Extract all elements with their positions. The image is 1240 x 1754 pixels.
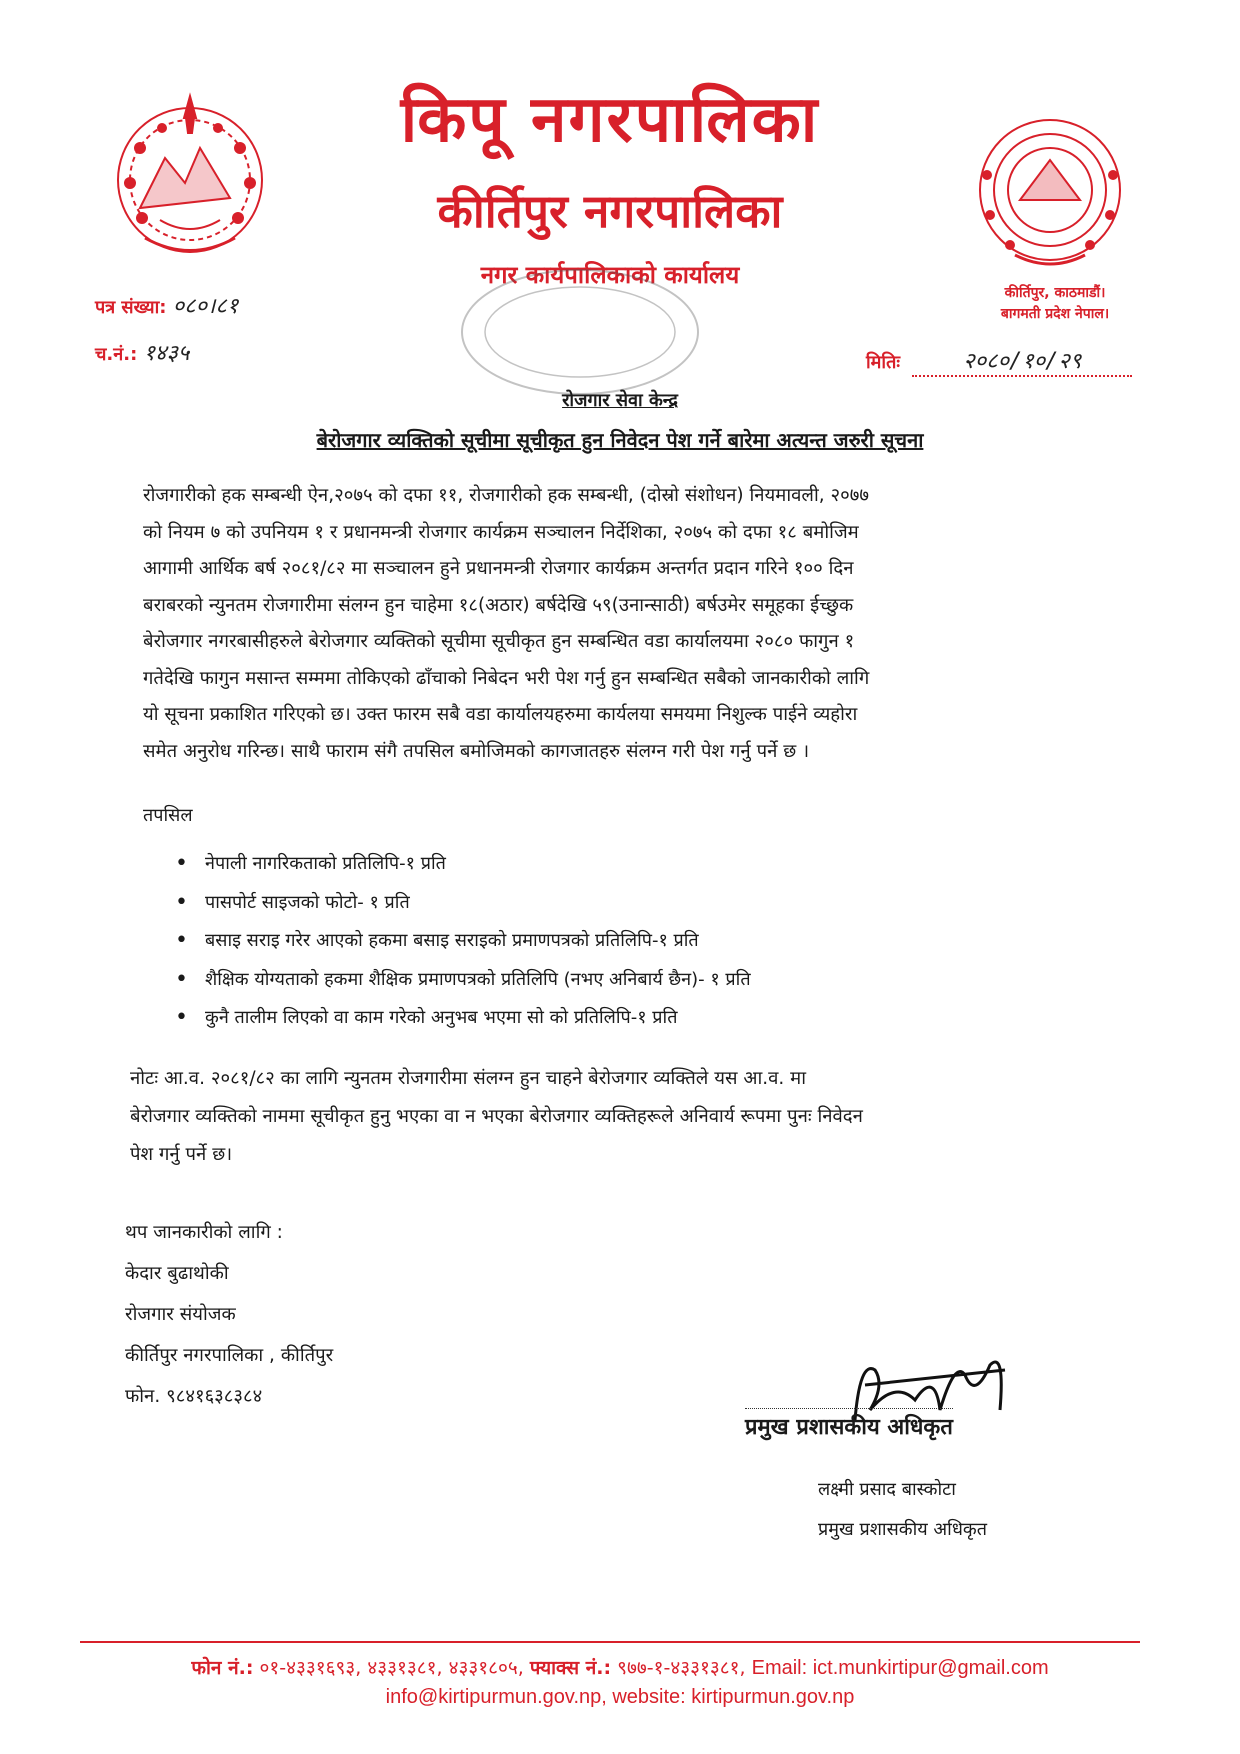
footer-divider — [80, 1641, 1140, 1643]
list-item — [175, 884, 1075, 923]
address-line-2: बागमती प्रदेश नेपाल। — [1000, 306, 1110, 322]
list-item — [175, 922, 1075, 961]
paragraph-line: गतेदेखि फागुन मसान्त सम्ममा तोकिएको ढाँचाको निबेदन भरी पेश गर्नु हुन सम्बन्धित सबैको जानकारीको लागि — [143, 667, 870, 689]
date-value: २०८०/१०/२९ — [963, 349, 1082, 374]
document-text: पासपोर्ट साइजको फोटो- १ प्रति — [205, 891, 410, 913]
bullet-icon: • — [175, 966, 188, 992]
footer-phone-value: ०१-४३३१६९३, ४३३१३८१, ४३३१८०५, — [259, 1657, 524, 1679]
address-line-1: कीर्तिपुर, काठमाडौं। — [1004, 285, 1106, 301]
contact-org: कीर्तिपुर नगरपालिका , कीर्तिपुर — [125, 1345, 334, 1366]
list-item — [175, 845, 1075, 884]
officer-block — [818, 1470, 987, 1550]
footer-website-line[interactable]: info@kirtipurmun.gov.np, website: kirtipurmun.gov.np — [385, 1686, 855, 1708]
note-line: नोटः आ.व. २०८१/८२ का लागि न्युनतम रोजगारीमा संलग्न हुन चाहने बेरोजगार व्यक्तिले यस आ.व. मा — [130, 1068, 807, 1089]
officer-designation: प्रमुख प्रशासकीय अधिकृत — [818, 1519, 987, 1540]
contact-phone: फोन. ९८४१६३८३८४ — [125, 1386, 263, 1407]
office-subtitle: नगर कार्यपालिकाको कार्यालय — [480, 261, 740, 289]
paragraph-line: रोजगारीको हक सम्बन्धी ऐन,२०७५ को दफा ११, रोजगारीको हक सम्बन्धी, (दोस्रो संशोधन) नियमावली, २०७७ — [143, 485, 869, 506]
paragraph-line: बराबरको न्युनतम रोजगारीमा संलग्न हुन चाहेमा १८(अठार) बर्षदेखि ५९(उनान्साठी) बर्षउमेर समूहका ईच्छुक — [143, 594, 854, 616]
date-label: मितिः — [866, 352, 900, 373]
paragraph-line: को नियम ७ को उपनियम १ र प्रधानमन्त्री रोजगार कार्यक्रम सञ्चालन निर्देशिका, २०७५ को दफा १८ बमोजिम — [143, 521, 859, 543]
footer-contact-line — [0, 1654, 1240, 1680]
bullet-icon: • — [175, 851, 188, 876]
paragraph-line: यो सूचना प्रकाशित गरिएको छ। उक्त फारम सबै वडा कार्यालयहरुमा कार्यलया समयमा निशुल्क पाईने व्यहोरा — [143, 704, 858, 725]
bullet-icon: • — [175, 928, 188, 953]
ref-label: पत्र संख्या: — [95, 297, 167, 318]
office-address — [975, 283, 1135, 325]
contact-label: थप जानकारीको लागि : — [125, 1222, 283, 1243]
footer-fax-value: ९७७-१-४३३१३८१, — [617, 1657, 746, 1679]
note-paragraph — [130, 1060, 1085, 1174]
notice-title: बेरोजगार व्यक्तिको सूचीमा सूचीकृत हुन निवेदन पेश गर्ने बारेमा अत्यन्त जरुरी सूचना — [316, 428, 924, 452]
office-stamp-icon — [455, 262, 705, 402]
note-line: पेश गर्नु पर्ने छ। — [130, 1144, 233, 1165]
list-item — [175, 999, 1075, 1038]
centre-title: रोजगार सेवा केन्द्र — [562, 390, 678, 411]
date-row — [866, 345, 1132, 377]
tapasil-label: तपसिल — [143, 805, 193, 826]
dispatch-value: १४३५ — [143, 341, 190, 366]
dispatch-number-row — [95, 337, 189, 367]
dispatch-label: च.नं.: — [95, 344, 138, 365]
required-documents-list — [175, 845, 1075, 1038]
nepal-emblem-icon — [100, 88, 280, 268]
paragraph-line: आगामी आर्थिक बर्ष २०८१/८२ मा सञ्चालन हुने प्रधानमन्त्री रोजगार कार्यक्रम अन्तर्गत प्रदान गरिने १०० दिन — [143, 558, 854, 579]
paragraph-line: बेरोजगार नगरबासीहरुले बेरोजगार व्यक्तिको सूचीमा सूचीकृत हुन सम्बन्धित वडा कार्यालयमा २०८० फागुन १ — [143, 631, 855, 652]
officer-name: लक्ष्मी प्रसाद बास्कोटा — [818, 1479, 956, 1500]
newari-title: किपू नगरपालिका — [400, 82, 820, 157]
bullet-icon: • — [175, 889, 188, 915]
footer-phone-label: फोन नं.: — [191, 1657, 254, 1679]
ref-number-row — [95, 290, 238, 320]
contact-role: रोजगार संयोजक — [125, 1304, 236, 1325]
bullet-icon: • — [175, 1005, 188, 1030]
document-text: नेपाली नागरिकताको प्रतिलिपि-१ प्रति — [205, 853, 446, 874]
ref-value: ०८०।८१ — [172, 294, 239, 319]
list-item — [175, 961, 1075, 1000]
document-text: बसाइ सराइ गरेर आएको हकमा बसाइ सराइको प्रमाणपत्रको प्रतिलिपि-१ प्रति — [205, 930, 699, 951]
kirtipur-logo-icon — [965, 105, 1135, 275]
footer-email[interactable]: Email: ict.munkirtipur@gmail.com — [751, 1657, 1049, 1679]
document-text: शैक्षिक योग्यताको हकमा शैक्षिक प्रमाणपत्रको प्रतिलिपि (नभए अनिबार्य छैन)- १ प्रति — [205, 968, 751, 990]
contact-name: केदार बुढाथोकी — [125, 1263, 229, 1284]
footer-fax-label: फ्याक्स नं.: — [529, 1657, 612, 1679]
contact-block — [125, 1212, 333, 1417]
note-line: बेरोजगार व्यक्तिको नाममा सूचीकृत हुनु भएका वा न भएका बेरोजगार व्यक्तिहरूले अनिवार्य रूपमा पुनः निवेदन — [130, 1106, 863, 1127]
document-text: कुनै तालीम लिएको वा काम गरेको अनुभब भएमा सो को प्रतिलिपि-१ प्रति — [205, 1007, 678, 1028]
paragraph-line: समेत अनुरोध गरिन्छ। साथै फाराम संगै तपसिल बमोजिमको कागजातहरु संलग्न गरी पेश गर्नु पर्ने छ । — [143, 740, 810, 762]
signature-title: प्रमुख प्रशासकीय अधिकृत — [745, 1408, 953, 1441]
notice-paragraph — [143, 478, 1093, 770]
municipality-title: कीर्तिपुर नगरपालिका — [437, 184, 783, 238]
